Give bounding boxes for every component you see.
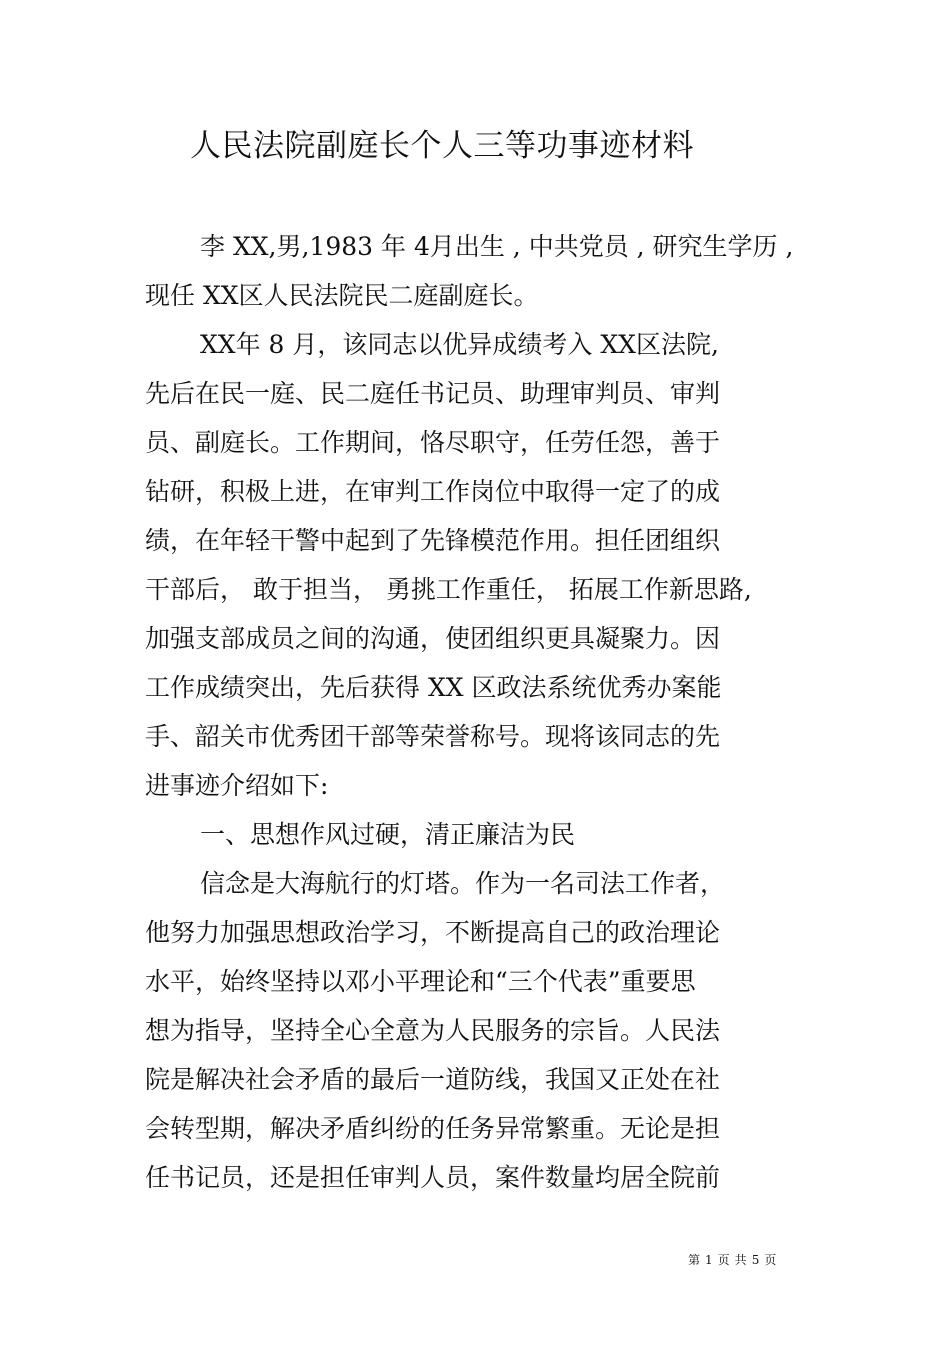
paragraph-line: 进事迹介绍如下:: [145, 771, 329, 800]
paragraph-line: 绩，在年轻干警中起到了先锋模范作用。担任团组织: [145, 526, 721, 555]
section-heading: 一、思想作风过硬，清正廉洁为民: [200, 820, 576, 849]
paragraph-line: 李 XX,男,1983 年 4月出生 , 中共党员 , 研究生学历 ,: [200, 232, 794, 261]
paragraph-line: 员、副庭长。工作期间，恪尽职守，任劳任怨，善于: [145, 428, 721, 457]
paragraph-line: 先后在民一庭、民二庭任书记员、助理审判员、审判: [145, 379, 721, 408]
paragraph-line: 加强支部成员之间的沟通，使团组织更具凝聚力。因: [145, 624, 721, 653]
paragraph-line: 会转型期，解决矛盾纠纷的任务异常繁重。无论是担: [145, 1114, 721, 1143]
paragraph-line: 任书记员，还是担任审判人员，案件数量均居全院前: [145, 1163, 721, 1192]
paragraph-line: 钻研，积极上进，在审判工作岗位中取得一定了的成: [145, 477, 721, 506]
page-number-footer: 第 1 页 共 5 页: [688, 1253, 777, 1267]
paragraph-line: 工作成绩突出，先后获得 XX 区政法系统优秀办案能: [145, 673, 722, 702]
document-title: 人民法院副庭长个人三等功事迹材料: [190, 128, 694, 164]
paragraph-line: 信念是大海航行的灯塔。作为一名司法工作者，: [200, 869, 726, 898]
paragraph-line: 院是解决社会矛盾的最后一道防线，我国又正处在社: [145, 1065, 721, 1094]
paragraph-line: 他努力加强思想政治学习，不断提高自己的政治理论: [145, 918, 721, 947]
paragraph-line: 手、韶关市优秀团干部等荣誉称号。现将该同志的先: [145, 722, 721, 751]
paragraph-line: 水平，始终坚持以邓小平理论和“三个代表”重要思: [145, 967, 696, 996]
paragraph-line: 现任 XX区人民法院民二庭副庭长。: [145, 281, 539, 310]
paragraph-line: 想为指导，坚持全心全意为人民服务的宗旨。人民法: [145, 1016, 721, 1045]
paragraph-line: 干部后， 敢于担当， 勇挑工作重任， 拓展工作新思路,: [145, 575, 752, 604]
paragraph-line: XX年 8 月，该同志以优异成绩考入 XX区法院,: [200, 330, 719, 359]
